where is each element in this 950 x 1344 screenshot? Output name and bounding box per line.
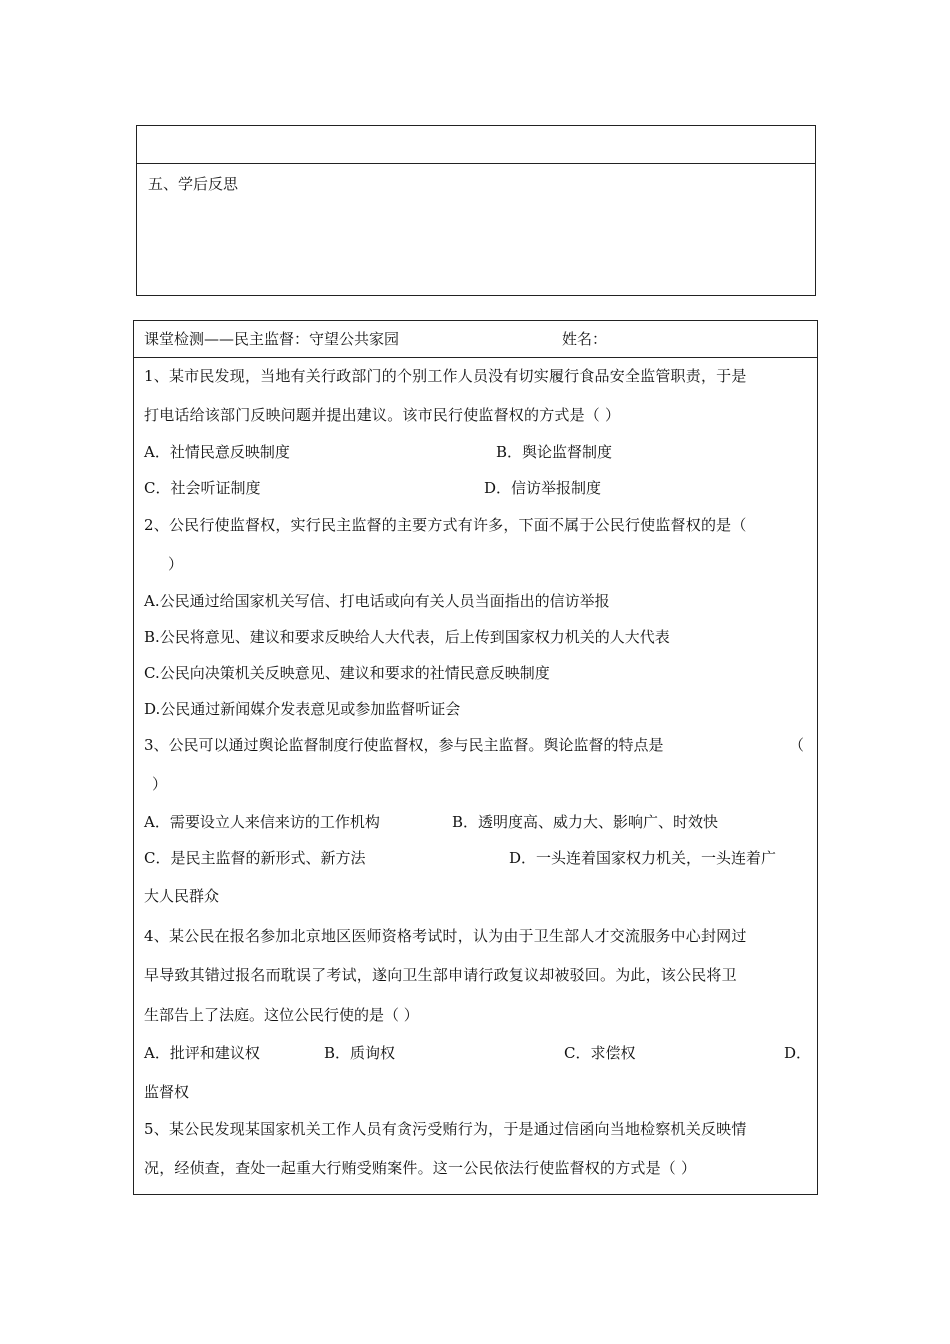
q3-option-a: A．需要设立人来信来访的工作机构 <box>144 813 380 831</box>
q3-paren-open: （ <box>789 736 805 754</box>
q1-option-a: A．社情民意反映制度 <box>144 443 290 461</box>
q1-option-b: B．舆论监督制度 <box>496 443 613 461</box>
name-label: 姓名： <box>562 330 608 348</box>
q1-line2: 打电话给该部门反映问题并提出建议。该市民行使监督权的方式是（ ） <box>144 406 621 424</box>
q3-line1: 3、公民可以通过舆论监督制度行使监督权，参与民主监督。舆论监督的特点是 <box>144 736 664 754</box>
section5-title: 五、学后反思 <box>148 175 239 193</box>
q2-option-d: D.公民通过新闻媒介发表意见或参加监督听证会 <box>144 700 461 718</box>
q3-line2: ） <box>152 775 168 793</box>
q4-option-d-cont: 监督权 <box>144 1083 190 1101</box>
q2-option-a: A.公民通过给国家机关写信、打电话或向有关人员当面指出的信访举报 <box>144 592 610 610</box>
q2-option-b: B.公民将意见、建议和要求反映给人大代表，后上传到国家权力机关的人大代表 <box>144 628 670 646</box>
q4-option-d: D． <box>784 1044 812 1062</box>
q4-line2: 早导致其错过报名而耽误了考试，遂向卫生部申请行政复议却被驳回。为此，该公民将卫 <box>144 966 737 984</box>
empty-row <box>137 126 815 164</box>
q3-option-d: D．一头连着国家权力机关，一头连着广 <box>509 849 777 867</box>
q3-option-b: B．透明度高、威力大、影响广、时效快 <box>452 813 719 831</box>
quiz-header <box>134 321 817 358</box>
q4-line1: 4、某公民在报名参加北京地区医师资格考试时，认为由于卫生部人才交流服务中心封网过 <box>144 927 747 945</box>
q4-line3: 生部告上了法庭。这位公民行使的是（ ） <box>144 1006 419 1024</box>
q4-option-a: A．批评和建议权 <box>144 1044 260 1062</box>
reflection-table <box>136 125 816 296</box>
q2-option-c: C.公民向决策机关反映意见、建议和要求的社情民意反映制度 <box>144 664 550 682</box>
q4-option-c: C．求偿权 <box>564 1044 636 1062</box>
q3-option-d-cont: 大人民群众 <box>144 887 220 905</box>
q1-line1: 1、某市民发现，当地有关行政部门的个别工作人员没有切实履行食品安全监管职责，于是 <box>144 367 747 385</box>
quiz-table <box>133 320 818 1195</box>
q1-option-c: C．社会听证制度 <box>144 479 261 497</box>
q2-line2: ） <box>168 555 184 573</box>
q5-line1: 5、某公民发现某国家机关工作人员有贪污受贿行为，于是通过信函向当地检察机关反映情 <box>144 1120 747 1138</box>
q2-line1: 2、公民行使监督权，实行民主监督的主要方式有许多，下面不属于公民行使监督权的是（ <box>144 516 747 534</box>
q3-option-c: C．是民主监督的新形式、新方法 <box>144 849 366 867</box>
quiz-title: 课堂检测——民主监督：守望公共家园 <box>144 330 400 348</box>
q1-option-d: D．信访举报制度 <box>484 479 602 497</box>
q5-line2: 况，经侦查，查处一起重大行贿受贿案件。这一公民依法行使监督权的方式是（ ） <box>144 1159 697 1177</box>
q4-option-b: B．质询权 <box>324 1044 396 1062</box>
